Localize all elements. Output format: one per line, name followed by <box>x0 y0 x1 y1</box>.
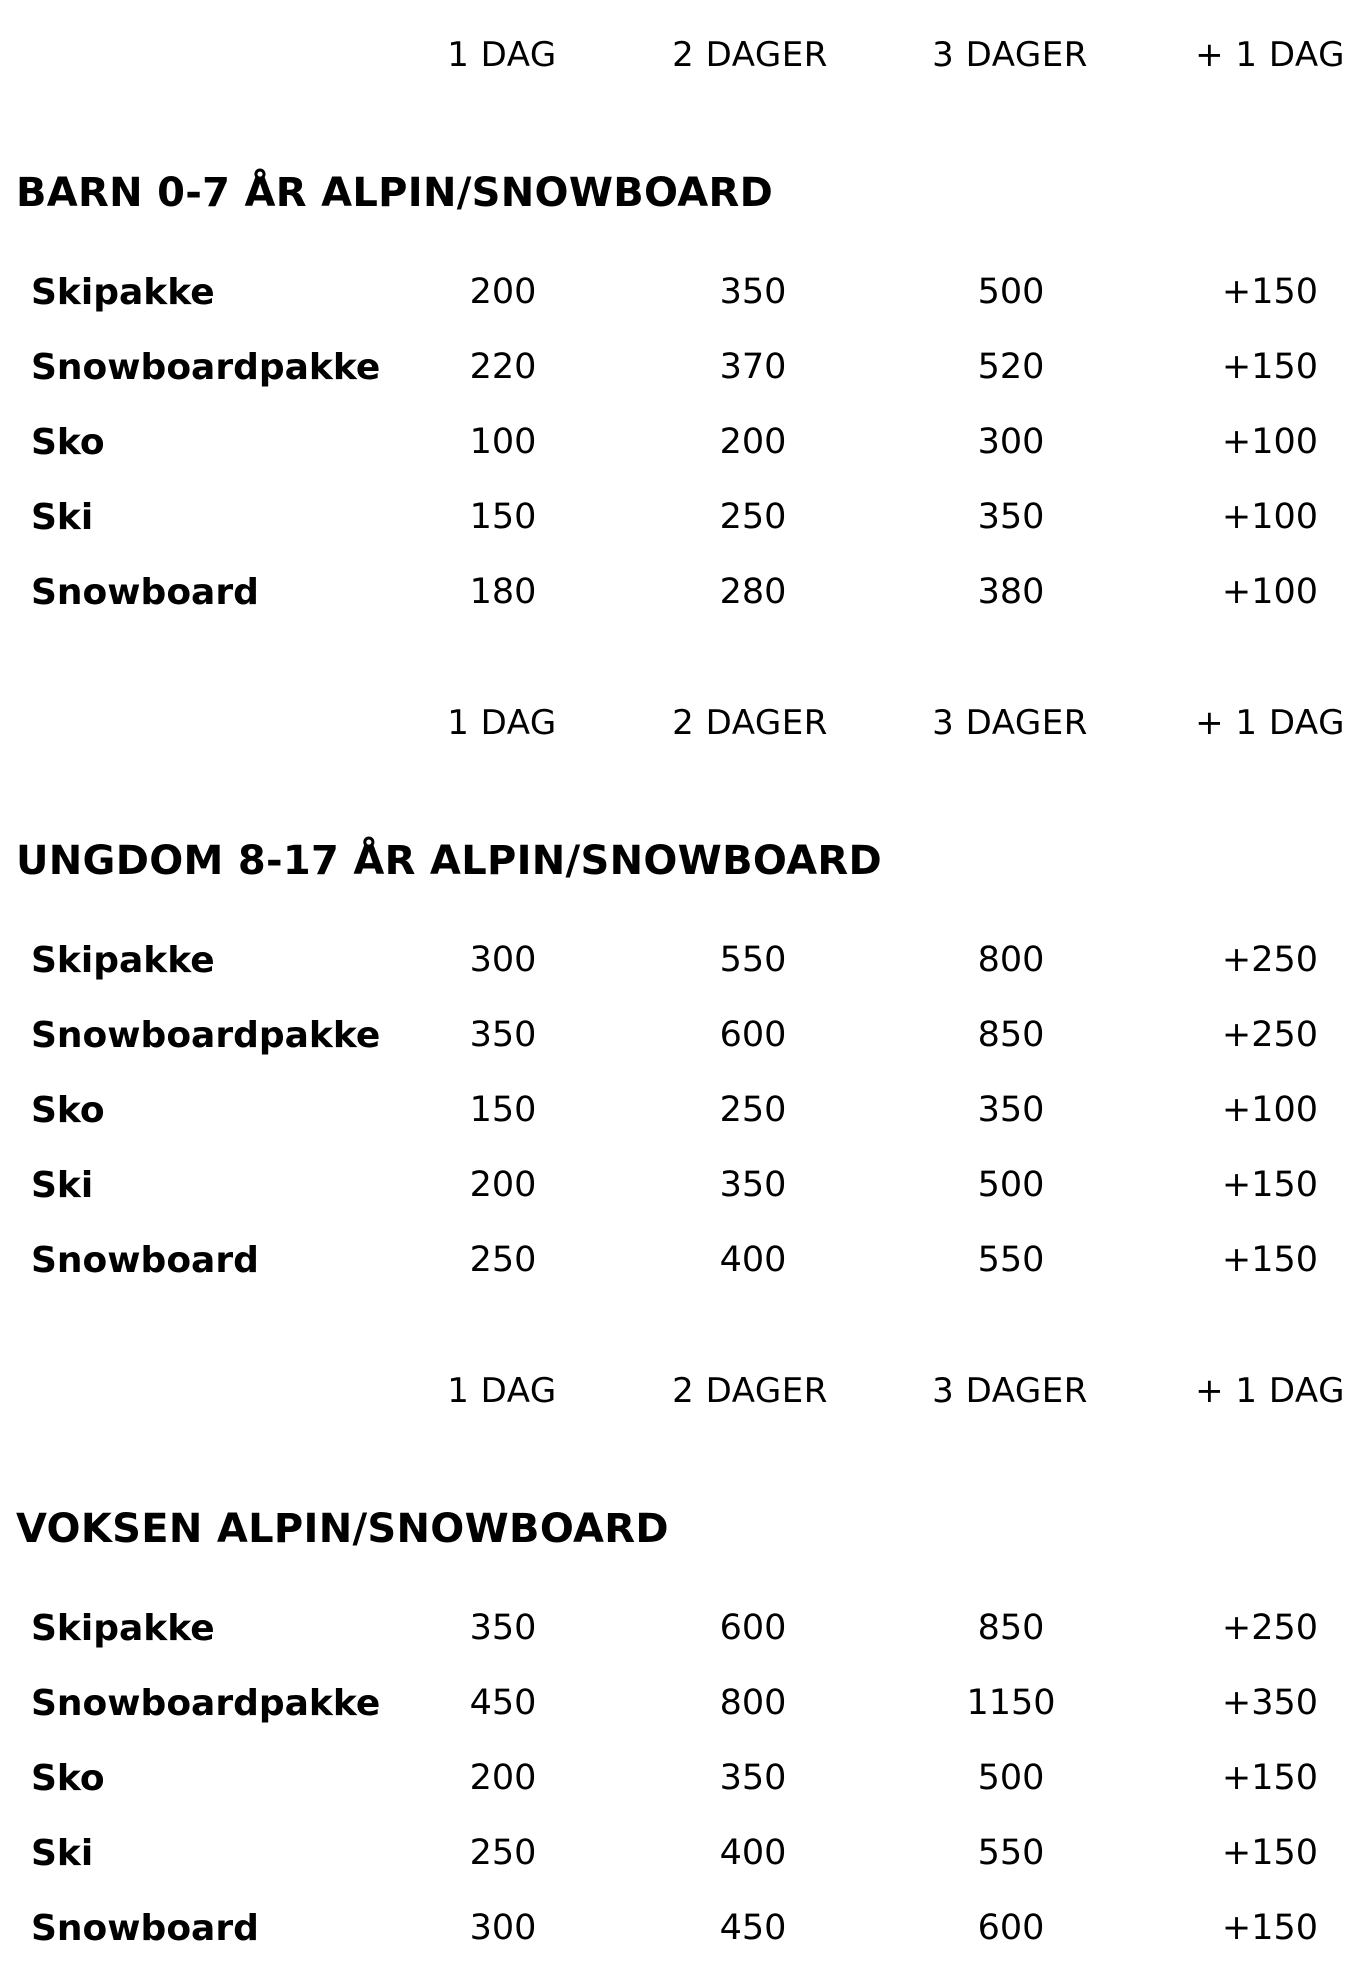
price-2-dager: 600 <box>719 1608 787 1648</box>
table-row <box>0 480 1350 555</box>
row-label: Skipakke <box>31 1608 215 1649</box>
row-label: Sko <box>31 1758 105 1799</box>
price-1-dag: 350 <box>469 1015 537 1055</box>
column-header-3-dager: 3 DAGER <box>932 35 1088 75</box>
price-ekstra-dag: +100 <box>1221 1090 1319 1130</box>
price-ekstra-dag: +150 <box>1221 1833 1319 1873</box>
row-label: Sko <box>31 422 105 463</box>
price-1-dag: 250 <box>469 1833 537 1873</box>
table-row <box>0 255 1350 330</box>
price-ekstra-dag: +250 <box>1221 1015 1319 1055</box>
price-3-dager: 850 <box>977 1015 1045 1055</box>
price-1-dag: 300 <box>469 940 537 980</box>
price-2-dager: 800 <box>719 1683 787 1723</box>
price-3-dager: 350 <box>977 497 1045 537</box>
table-row <box>0 1891 1350 1966</box>
row-label: Snowboard <box>31 1240 259 1281</box>
price-1-dag: 200 <box>469 1165 537 1205</box>
price-ekstra-dag: +150 <box>1221 272 1319 312</box>
row-label: Ski <box>31 1165 94 1206</box>
price-3-dager: 600 <box>977 1908 1045 1948</box>
table-row <box>0 1148 1350 1223</box>
price-ekstra-dag: +150 <box>1221 347 1319 387</box>
price-1-dag: 100 <box>469 422 537 462</box>
price-1-dag: 200 <box>469 1758 537 1798</box>
column-header-2-dager: 2 DAGER <box>672 35 828 75</box>
price-ekstra-dag: +150 <box>1221 1165 1319 1205</box>
price-ekstra-dag: +100 <box>1221 572 1319 612</box>
column-header-2-dager: 2 DAGER <box>672 1371 828 1411</box>
price-2-dager: 200 <box>719 422 787 462</box>
price-1-dag: 350 <box>469 1608 537 1648</box>
table-row <box>0 1223 1350 1298</box>
column-header-1-dag: 1 DAG <box>447 703 557 743</box>
price-3-dager: 1150 <box>966 1683 1056 1723</box>
price-2-dager: 350 <box>719 1165 787 1205</box>
price-2-dager: 250 <box>719 1090 787 1130</box>
table-row <box>0 1591 1350 1666</box>
price-ekstra-dag: +250 <box>1221 1608 1319 1648</box>
price-2-dager: 450 <box>719 1908 787 1948</box>
price-1-dag: 150 <box>469 1090 537 1130</box>
column-header-1-dag: 1 DAG <box>447 1371 557 1411</box>
price-2-dager: 400 <box>719 1240 787 1280</box>
table-row <box>0 1816 1350 1891</box>
table-row <box>0 1741 1350 1816</box>
price-2-dager: 370 <box>719 347 787 387</box>
column-header-1-dag: 1 DAG <box>447 35 557 75</box>
price-ekstra-dag: +350 <box>1221 1683 1319 1723</box>
column-header-3-dager: 3 DAGER <box>932 703 1088 743</box>
price-3-dager: 520 <box>977 347 1045 387</box>
price-3-dager: 550 <box>977 1240 1045 1280</box>
column-header-ekstra-dag: + 1 DAG <box>1195 35 1345 75</box>
price-ekstra-dag: +250 <box>1221 940 1319 980</box>
price-ekstra-dag: +100 <box>1221 422 1319 462</box>
table-row <box>0 1666 1350 1741</box>
price-ekstra-dag: +150 <box>1221 1908 1319 1948</box>
table-row <box>0 998 1350 1073</box>
column-header-2-dager: 2 DAGER <box>672 703 828 743</box>
column-header-3-dager: 3 DAGER <box>932 1371 1088 1411</box>
price-3-dager: 550 <box>977 1833 1045 1873</box>
table-row <box>0 405 1350 480</box>
table-row <box>0 555 1350 630</box>
price-3-dager: 380 <box>977 572 1045 612</box>
price-1-dag: 180 <box>469 572 537 612</box>
price-1-dag: 250 <box>469 1240 537 1280</box>
price-3-dager: 850 <box>977 1608 1045 1648</box>
price-3-dager: 500 <box>977 1758 1045 1798</box>
column-header-ekstra-dag: + 1 DAG <box>1195 703 1345 743</box>
row-label: Snowboardpakke <box>31 1015 381 1056</box>
table-row <box>0 923 1350 998</box>
price-1-dag: 300 <box>469 1908 537 1948</box>
row-label: Sko <box>31 1090 105 1131</box>
price-3-dager: 500 <box>977 272 1045 312</box>
row-label: Ski <box>31 1833 94 1874</box>
price-3-dager: 500 <box>977 1165 1045 1205</box>
price-1-dag: 220 <box>469 347 537 387</box>
row-label: Snowboardpakke <box>31 1683 381 1724</box>
price-1-dag: 200 <box>469 272 537 312</box>
column-header-ekstra-dag: + 1 DAG <box>1195 1371 1345 1411</box>
row-label: Skipakke <box>31 940 215 981</box>
row-label: Snowboard <box>31 1908 259 1949</box>
price-3-dager: 350 <box>977 1090 1045 1130</box>
price-2-dager: 600 <box>719 1015 787 1055</box>
price-2-dager: 350 <box>719 272 787 312</box>
price-2-dager: 550 <box>719 940 787 980</box>
price-1-dag: 150 <box>469 497 537 537</box>
price-3-dager: 300 <box>977 422 1045 462</box>
row-label: Snowboard <box>31 572 259 613</box>
price-2-dager: 250 <box>719 497 787 537</box>
group-title: UNGDOM 8-17 ÅR ALPIN/SNOWBOARD <box>16 838 882 884</box>
group-title: BARN 0-7 ÅR ALPIN/SNOWBOARD <box>16 170 774 216</box>
group-title: VOKSEN ALPIN/SNOWBOARD <box>16 1506 669 1552</box>
price-2-dager: 350 <box>719 1758 787 1798</box>
table-row <box>0 330 1350 405</box>
row-label: Skipakke <box>31 272 215 313</box>
price-2-dager: 280 <box>719 572 787 612</box>
price-ekstra-dag: +100 <box>1221 497 1319 537</box>
price-3-dager: 800 <box>977 940 1045 980</box>
price-ekstra-dag: +150 <box>1221 1758 1319 1798</box>
row-label: Snowboardpakke <box>31 347 381 388</box>
row-label: Ski <box>31 497 94 538</box>
price-ekstra-dag: +150 <box>1221 1240 1319 1280</box>
price-1-dag: 450 <box>469 1683 537 1723</box>
price-2-dager: 400 <box>719 1833 787 1873</box>
table-row <box>0 1073 1350 1148</box>
